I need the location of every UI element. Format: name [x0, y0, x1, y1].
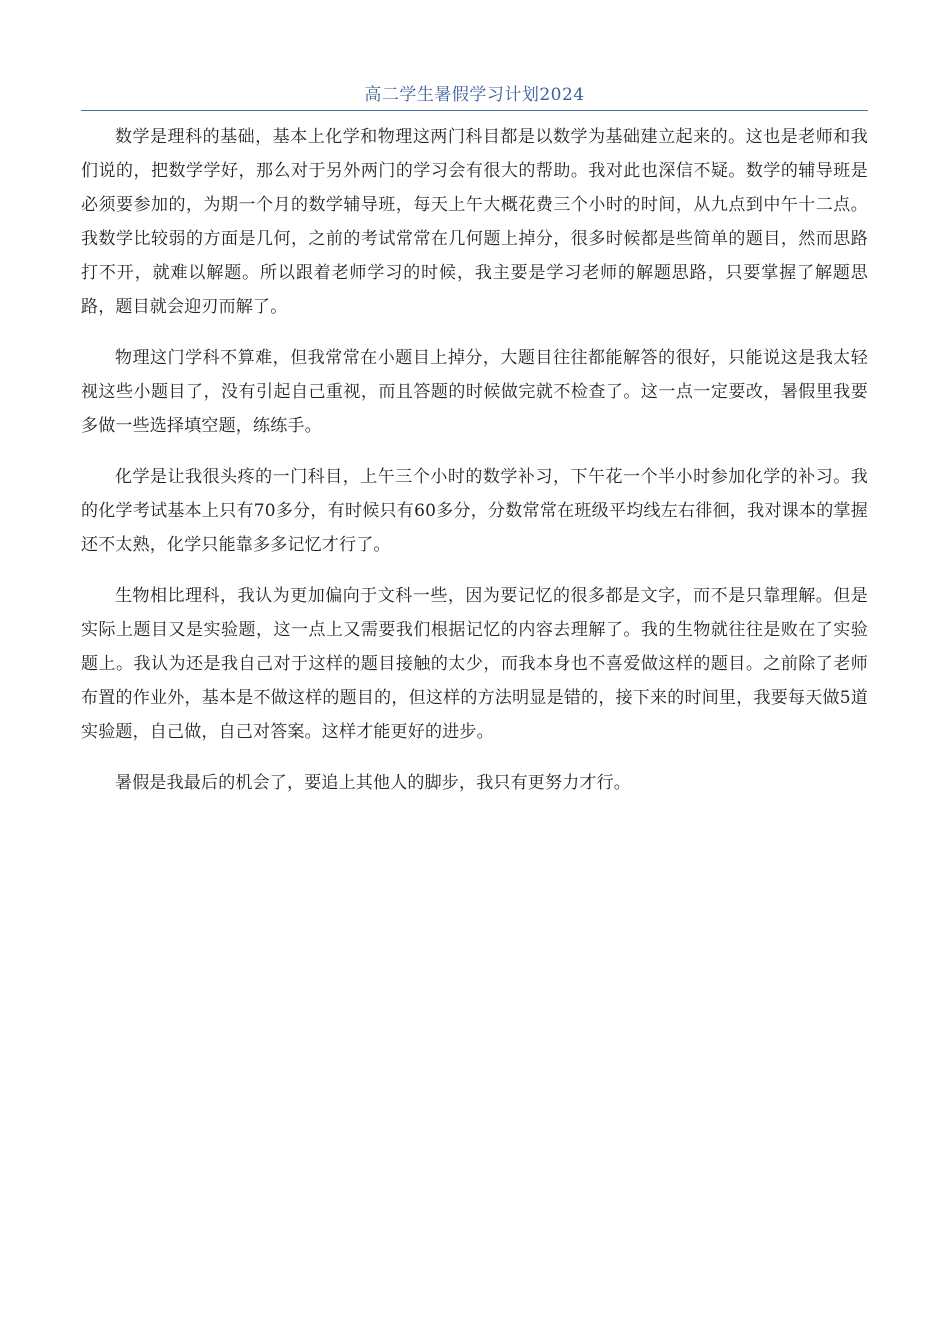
- paragraph-physics: 物理这门学科不算难，但我常常在小题目上掉分，大题目往往都能解答的很好，只能说这是我太轻视这些小题目了，没有引起自己重视，而且答题的时候做完就不检查了。这一点一定要改，暑假里我要多做一些选择填空题，练练手。: [81, 348, 868, 436]
- document-title: 高二学生暑假学习计划2024: [364, 85, 585, 105]
- document-body: [81, 120, 868, 817]
- paragraph-biology: 生物相比理科，我认为更加偏向于文科一些，因为要记忆的很多都是文字，而不是只靠理解。但是实际上题目又是实验题，这一点上又需要我们根据记忆的内容去理解了。我的生物就往往是败在了实验题上。我认为还是我自己对于这样的题目接触的太少，而我本身也不喜爱做这样的题目。之前除了老师布置的作业外，基本是不做这样的题目的，但这样的方法明显是错的，接下来的时间里，我要每天做5道实验题，自己做，自己对答案。这样才能更好的进步。: [81, 586, 868, 742]
- paragraph-math: 数学是理科的基础，基本上化学和物理这两门科目都是以数学为基础建立起来的。这也是老师和我们说的，把数学学好，那么对于另外两门的学习会有很大的帮助。我对此也深信不疑。数学的辅导班是必须要参加的，为期一个月的数学辅导班，每天上午大概花费三个小时的时间，从九点到中午十二点。我数学比较弱的方面是几何，之前的考试常常在几何题上掉分，很多时候都是些简单的题目，然而思路打不开，就难以解题。所以跟着老师学习的时候，我主要是学习老师的解题思路，只要掌握了解题思路，题目就会迎刃而解了。: [81, 127, 868, 317]
- paragraph-conclusion: 暑假是我最后的机会了，要追上其他人的脚步，我只有更努力才行。: [115, 773, 631, 793]
- page-header: [81, 82, 868, 111]
- paragraph-chemistry: 化学是让我很头疼的一门科目，上午三个小时的数学补习，下午花一个半小时参加化学的补习。我的化学考试基本上只有70多分，有时候只有60多分，分数常常在班级平均线左右徘徊，我对课本的掌握还不太熟，化学只能靠多多记忆才行了。: [81, 467, 868, 555]
